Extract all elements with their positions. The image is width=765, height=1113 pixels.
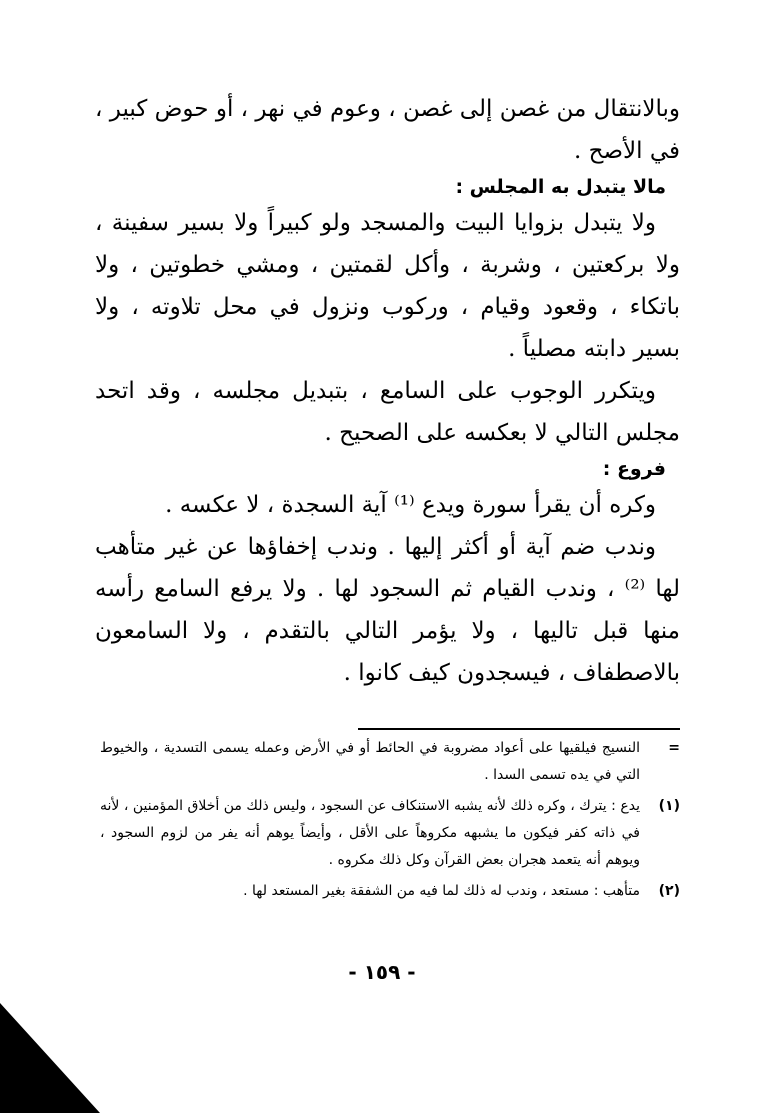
footnote-divider bbox=[358, 728, 680, 730]
section-heading-unchanged-session: مالا يتبدل به المجلس : bbox=[455, 176, 666, 198]
footnote-text: يدع : يترك ، وكره ذلك لأنه يشبه الاستنكاف عن السجود ، وليس ذلك من أخلاق المؤمنين ، لأنه في ذاته كفر فيكون ما يشبهه مكروهاً على الأقل ، وأيضاً يوهم أنه يفر من لزوم السجود ، ويوهم أنه يتعمد هجران بعض القرآن وكل ذلك مكروه . bbox=[100, 798, 640, 868]
footnote-text: متأهب : مستعد ، وندب له ذلك لما فيه من الشفقة بغير المستعد لها . bbox=[243, 883, 640, 899]
section2-paragraph-2: وندب ضم آية أو أكثر إليها . وندب إخفاؤها عن غير متأهب لها ⁽²⁾ ، وندب القيام ثم السجود لها . ولا يرفع السامع رأسه منها قبل تاليها ، ولا يؤمر التالي بالتقدم ، ولا السامعون بالاصطفاف ، فيسجدون كيف كانوا . bbox=[95, 534, 681, 686]
page-number: - ١٥٩ - bbox=[348, 960, 416, 984]
footnote-marker: = bbox=[668, 740, 680, 756]
footnote-text: النسيج فيلقيها على أعواد مضروبة في الحائط أو في الأرض وعمله يسمى التسدية ، والخيوط التي في يده تسمى السدا . bbox=[100, 740, 640, 783]
footnotes bbox=[100, 735, 680, 909]
section-heading-branches: فروع : bbox=[602, 458, 666, 480]
scan-corner-shadow bbox=[0, 1003, 100, 1113]
intro-paragraph: وبالانتقال من غصن إلى غصن ، وعوم في نهر ، أو حوض كبير ، في الأصح . bbox=[95, 96, 680, 164]
footnote-marker: (١) bbox=[658, 798, 680, 814]
section2-paragraph-1: وكره أن يقرأ سورة ويدع ⁽¹⁾ آية السجدة ، لا عكسه . bbox=[165, 492, 656, 518]
section1-paragraph-1: ولا يتبدل بزوايا البيت والمسجد ولو كبيراً ولا بسير سفينة ، ولا بركعتين ، وشربة ، وأكل لقمتين ، ومشي خطوتين ، ولا باتكاء ، وقعود وقيام ، وركوب ونزول في محل تلاوته ، ولا بسير دابته مصلياً . bbox=[95, 210, 680, 362]
section1-paragraph-2: ويتكرر الوجوب على السامع ، بتبديل مجلسه ، وقد اتحد مجلس التالي لا بعكسه على الصحيح . bbox=[95, 378, 680, 446]
main-text bbox=[95, 88, 680, 694]
footnote-marker: (٢) bbox=[658, 883, 680, 899]
footnote-2 bbox=[100, 878, 680, 905]
footnote-continued bbox=[100, 735, 680, 789]
footnote-1 bbox=[100, 793, 680, 874]
